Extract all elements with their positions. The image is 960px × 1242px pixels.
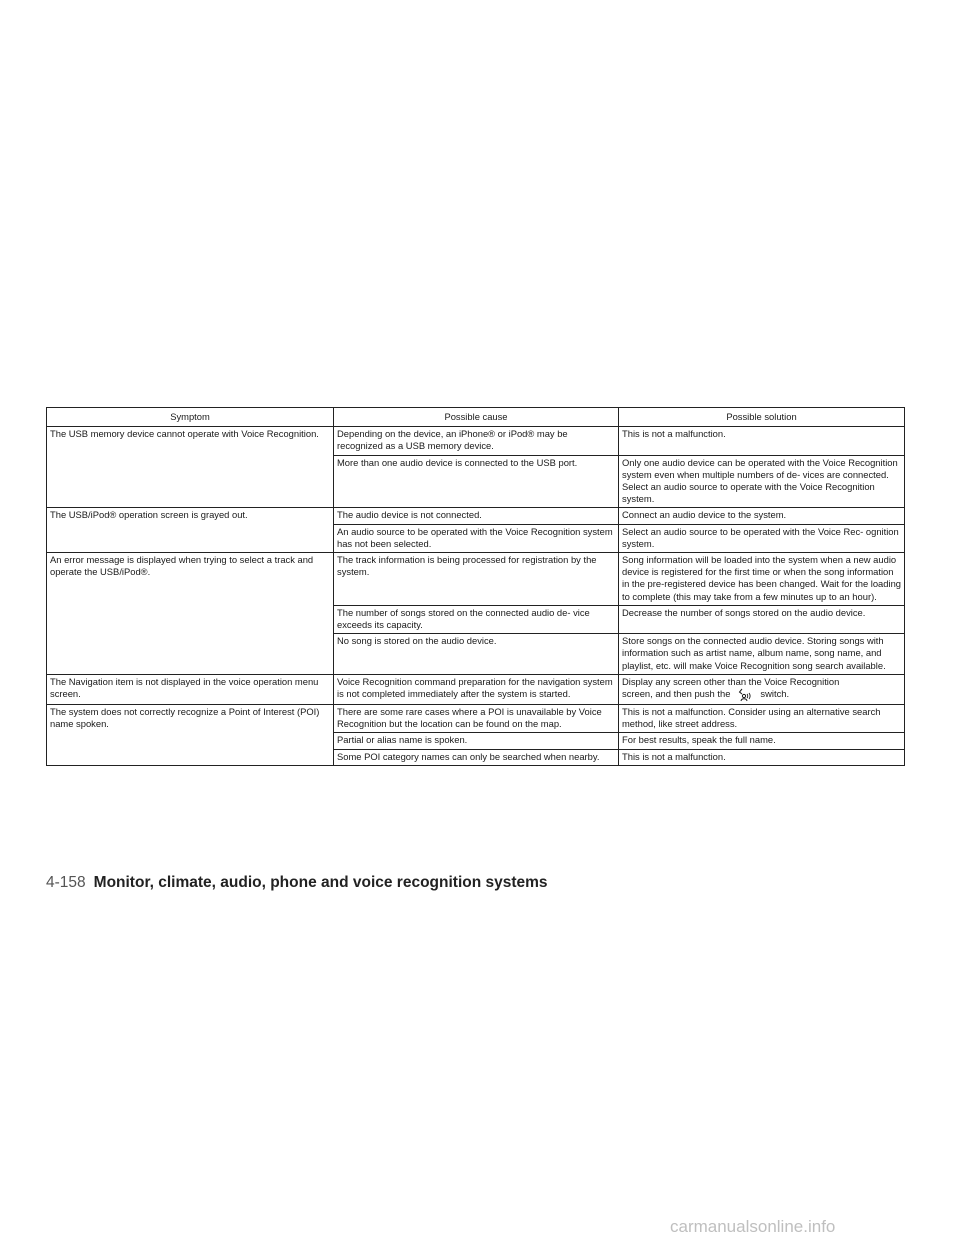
header-symptom: Symptom (47, 408, 334, 427)
page-footer (46, 874, 548, 892)
cause-cell: Depending on the device, an iPhone® or iPod® may be recognized as a USB memory device. (334, 427, 619, 455)
solution-cell: Select an audio source to be operated with the Voice Rec- ognition system. (619, 524, 905, 552)
voice-recognition-troubleshooting-table (46, 407, 905, 766)
solution-cell: Connect an audio device to the system. (619, 508, 905, 524)
cause-cell: An audio source to be operated with the Voice Recognition system has not been selected. (334, 524, 619, 552)
cause-cell: Partial or alias name is spoken. (334, 733, 619, 749)
table-row (47, 553, 905, 606)
cause-cell: There are some rare cases where a POI is unavailable by Voice Recognition but the location can be found on the map. (334, 705, 619, 733)
cause-cell: More than one audio device is connected to the USB port. (334, 455, 619, 508)
solution-line-2-pre: screen, and then push the (622, 688, 731, 700)
cause-cell: Some POI category names can only be searched when nearby. (334, 749, 619, 765)
page-number: 4-158 (46, 874, 86, 891)
troubleshooting-table-container (46, 407, 904, 766)
solution-cell: This is not a malfunction. Consider using an alternative search method, like street address. (619, 705, 905, 733)
solution-cell: For best results, speak the full name. (619, 733, 905, 749)
cause-cell: The number of songs stored on the connected audio de- vice exceeds its capacity. (334, 605, 619, 633)
solution-cell: Song information will be loaded into the system when a new audio device is registered for the first time or when the song information in the pre-registered device has been changed. Wait for the loading to complete (this may take from a few minutes up to an hour). (619, 553, 905, 606)
watermark-text: carmanualsonline.info (670, 1217, 836, 1236)
symptom-cell: The USB memory device cannot operate with Voice Recognition. (47, 427, 334, 508)
table-row (47, 705, 905, 733)
solution-cell (619, 674, 905, 704)
table-header-row (47, 408, 905, 427)
talk-switch-icon (730, 688, 760, 702)
solution-cell: Store songs on the connected audio device. Storing songs with information such as artist name, album name, song name, and playlist, etc. will make Voice Recognition song search available. (619, 634, 905, 675)
solution-cell: This is not a malfunction. (619, 749, 905, 765)
header-possible-solution: Possible solution (619, 408, 905, 427)
solution-cell: Decrease the number of songs stored on the audio device. (619, 605, 905, 633)
chapter-title: Monitor, climate, audio, phone and voice recognition systems (93, 874, 548, 891)
symptom-cell: The USB/iPod® operation screen is grayed out. (47, 508, 334, 553)
table-row (47, 427, 905, 455)
header-possible-cause: Possible cause (334, 408, 619, 427)
solution-line-2-post: switch. (760, 688, 790, 700)
cause-cell: No song is stored on the audio device. (334, 634, 619, 675)
cause-cell: The audio device is not connected. (334, 508, 619, 524)
solution-cell: Only one audio device can be operated with the Voice Recognition system even when multiple numbers of de- vices are connected. Select an audio source to operate with the Voice Recognition system. (619, 455, 905, 508)
cause-cell: Voice Recognition command preparation for the navigation system is not completed immediately after the system is started. (334, 674, 619, 704)
table-row (47, 508, 905, 524)
symptom-cell: An error message is displayed when trying to select a track and operate the USB/iPod®. (47, 553, 334, 675)
table-row (47, 674, 905, 704)
cause-cell: The track information is being processed for registration by the system. (334, 553, 619, 606)
symptom-cell: The system does not correctly recognize a Point of Interest (POI) name spoken. (47, 705, 334, 766)
symptom-cell: The Navigation item is not displayed in the voice operation menu screen. (47, 674, 334, 704)
solution-cell: This is not a malfunction. (619, 427, 905, 455)
solution-line-1: Display any screen other than the Voice Recognition (622, 675, 840, 687)
